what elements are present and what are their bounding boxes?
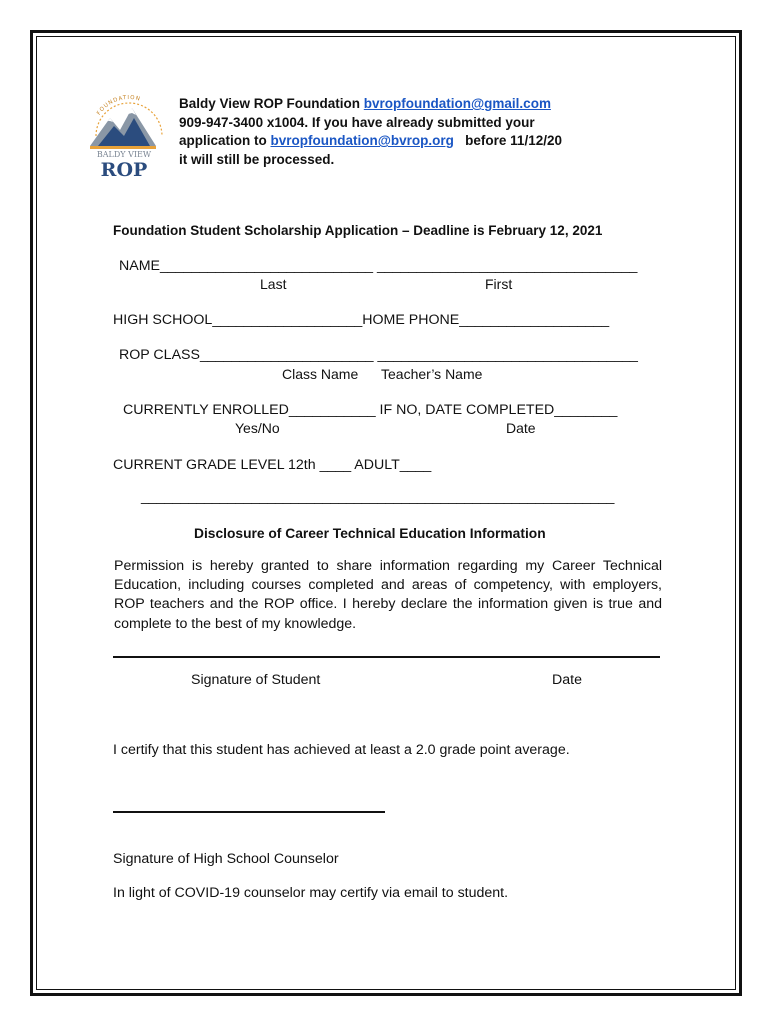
signature-date-label: Date: [552, 672, 582, 688]
logo-name-line2: ROP: [100, 159, 148, 181]
grade-level-field[interactable]: CURRENT GRADE LEVEL 12th ____ ADULT____: [113, 457, 432, 473]
name-first-label: First: [485, 276, 513, 292]
section-separator: ____________________________________________________________: [141, 489, 615, 505]
class-name-label: Class Name: [282, 366, 359, 382]
rop-class-field[interactable]: ROP CLASS______________________ _________________________________: [119, 347, 638, 363]
signature-student-label: Signature of Student: [191, 672, 321, 688]
logo-arc-text: FOUNDATION: [96, 94, 142, 117]
foundation-header: [179, 95, 562, 169]
enrolled-date-label: Date: [506, 420, 536, 436]
header-line-4: it will still be processed.: [179, 151, 335, 167]
student-signature-line[interactable]: [113, 656, 660, 658]
counselor-signature-label: Signature of High School Counselor: [113, 851, 339, 867]
teacher-name-label: Teacher’s Name: [381, 366, 483, 382]
disclosure-title: Disclosure of Career Technical Education Information: [194, 526, 546, 541]
logo-name-line1: BALDY VIEW: [96, 150, 152, 159]
name-field[interactable]: NAME___________________________ _________________________________: [119, 258, 638, 274]
enrolled-yesno-label: Yes/No: [235, 420, 280, 436]
header-line-1: Baldy View ROP Foundation bvropfoundation@gmail.com: [179, 96, 551, 111]
email-link-bvrop[interactable]: bvropfoundation@bvrop.org: [270, 133, 454, 149]
covid-note: In light of COVID-19 counselor may certify via email to student.: [113, 885, 509, 901]
enrolled-field[interactable]: CURRENTLY ENROLLED___________ IF NO, DATE COMPLETED________: [123, 402, 618, 418]
disclosure-body: Permission is hereby granted to share information regarding my Career Technical Education, including courses completed and areas of competency, with employers, ROP teachers and the ROP office. I hereby declare the information given is true and complete to the best of my knowledge.: [114, 558, 662, 632]
header-line-2: 909-947-3400 x1004. If you have already submitted your: [179, 114, 535, 130]
counselor-signature-line[interactable]: [113, 811, 385, 813]
email-link-gmail[interactable]: bvropfoundation@gmail.com: [363, 96, 551, 111]
name-last-label: Last: [260, 276, 287, 292]
counselor-certify-text: I certify that this student has achieved at least a 2.0 grade point average.: [113, 742, 570, 758]
form-title: Foundation Student Scholarship Application – Deadline is February 12, 2021: [113, 223, 603, 238]
high-school-phone-field[interactable]: HIGH SCHOOL___________________HOME PHONE___________________: [113, 312, 610, 328]
baldy-view-rop-logo: [84, 84, 174, 184]
header-line-3: application to bvropfoundation@bvrop.org before 11/12/20: [179, 133, 562, 149]
